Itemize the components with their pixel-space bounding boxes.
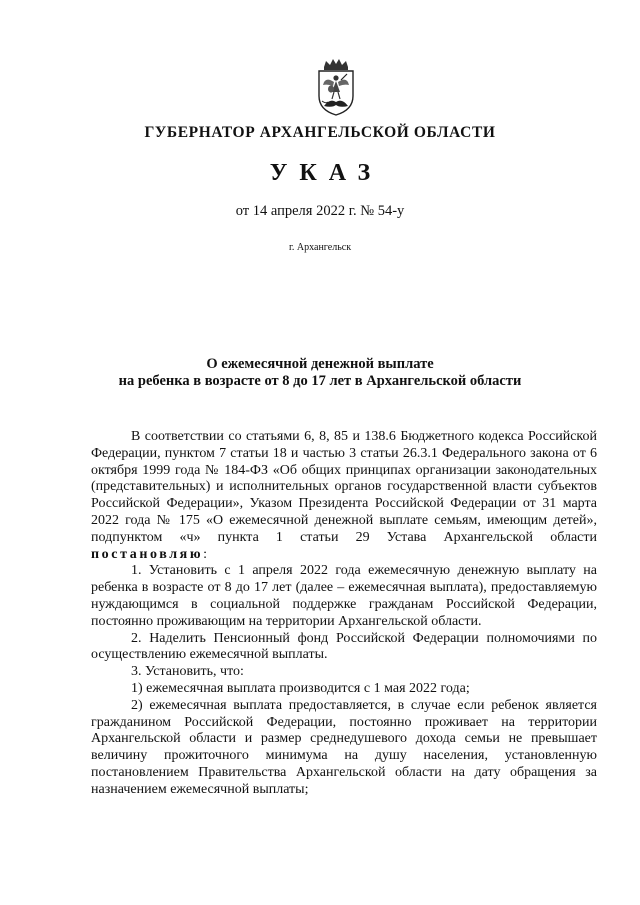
document-body [91, 429, 597, 799]
decree-word: постановляю [91, 546, 204, 562]
date-and-number: от 14 апреля 2022 г. № 54-у [235, 203, 405, 219]
preamble-text: В соответствии со статьями 6, 8, 85 и 138.6 Бюджетного кодекса Российской Федерации, пунктом 7 статьи 18 и частью 3 статьи 26.3.1 Федерального закона от 6 октября 1999 года № 184-ФЗ «Об общих принципах организации законодательных (представительных) и исполнительных органов государственной власти субъектов Российской Федерации», Указом Президента Российской Федерации от 31 марта 2022 года № 175 «О ежемесячной денежной выплате семьям, имеющим детей», подпунктом «ч» пункта 1 статьи 29 Устава Архангельской области [91, 429, 597, 545]
clause-3-item-1: 1) ежемесячная выплата производится с 1 мая 2022 года; [131, 680, 470, 696]
title-line-1: О ежемесячной денежной выплате [206, 356, 434, 372]
clause-2: 2. Наделить Пенсионный фонд Российской Федерации полномочиями по осуществлению ежемесячной выплаты. [91, 630, 597, 663]
arkhangelsk-coat-of-arms-icon [314, 58, 358, 116]
preamble-paragraph [91, 429, 597, 563]
document-type: УКАЗ [269, 160, 383, 186]
clause-3: 3. Установить, что: [131, 664, 244, 680]
clause-3-item-2: 2) ежемесячная выплата предоставляется, в случае если ребенок является гражданином Российской Федерации, постоянно проживает на территории Архангельской области и размер среднедушевого дохода семьи не превышает величину прожиточного минимума на душу населения, установленную постановлением Правительства Архангельской области на дату обращения за назначением ежемесячной выплаты; [91, 697, 597, 797]
title-line-2: на ребенка в возрасте от 8 до 17 лет в Архангельской области [118, 373, 522, 389]
decree-colon: : [203, 546, 208, 562]
document-title [0, 356, 640, 390]
city-of-issue: г. Архангельск [288, 242, 352, 253]
clause-1: 1. Установить с 1 апреля 2022 года ежемесячную денежную выплату на ребенка в возрасте от 8 до 17 лет (далее – ежемесячная выплата), предоставляемую нуждающимся в социальной поддержке гражданам Российской Федерации, постоянно проживающим на территории Архангельской области. [91, 563, 597, 629]
issuing-authority: ГУБЕРНАТОР АРХАНГЕЛЬСКОЙ ОБЛАСТИ [144, 124, 496, 141]
